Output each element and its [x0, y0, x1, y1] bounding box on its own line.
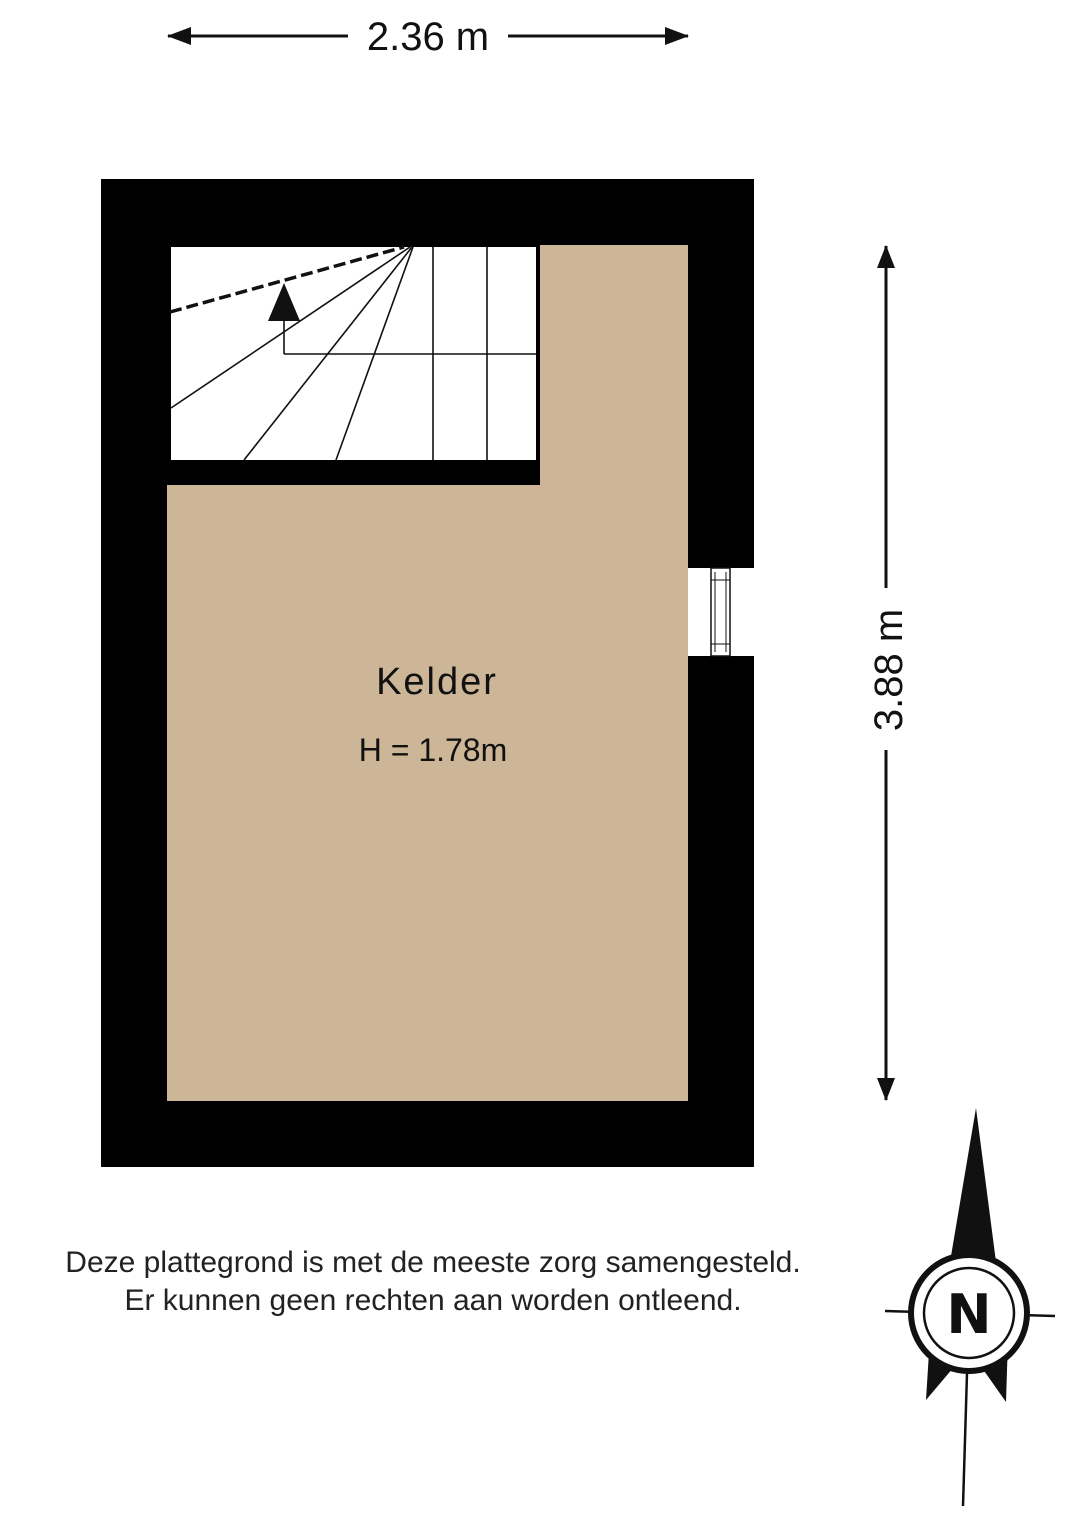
width-dimension [167, 15, 689, 59]
north-arrow-icon [885, 1108, 1055, 1506]
window [688, 568, 754, 656]
width-arrow-left-icon [167, 27, 191, 45]
disclaimer [0, 1244, 866, 1320]
compass-letter: N [946, 1283, 992, 1346]
room-name-label: Kelder [376, 661, 498, 703]
disclaimer-line-1: Deze plattegrond is met de meeste zorg samengesteld. [65, 1246, 801, 1279]
height-dimension-label: 3.88 m [867, 608, 911, 732]
height-dimension [867, 245, 911, 1101]
width-dimension-label: 2.36 m [366, 15, 490, 59]
disclaimer-line-2: Er kunnen geen rechten aan worden ontleend. [124, 1284, 742, 1317]
window-frame [711, 568, 730, 656]
room-height-label: H = 1.78m [358, 732, 508, 768]
height-arrow-bottom-icon [877, 1078, 895, 1101]
height-arrow-top-icon [877, 245, 895, 268]
compass-north-needle-icon [950, 1108, 996, 1262]
width-arrow-right-icon [665, 27, 689, 45]
